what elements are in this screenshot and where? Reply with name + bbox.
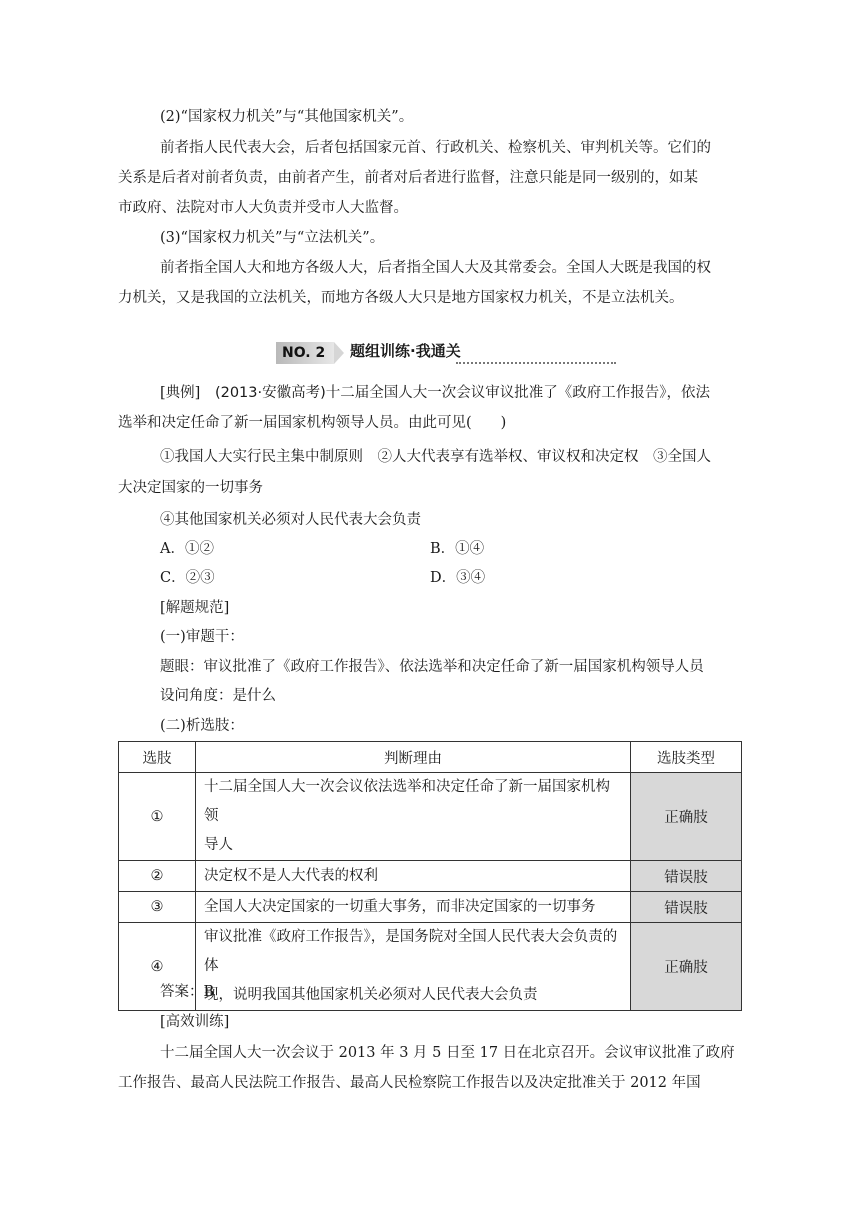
- table-cell-num: ①: [119, 773, 196, 861]
- table-cell-num: ④: [119, 923, 196, 1011]
- example-items-2: 大决定国家的一切事务: [118, 480, 263, 496]
- section-badge-arrow: [334, 342, 344, 364]
- table-cell-num: ③: [119, 892, 196, 923]
- practice-body-2: 工作报告、最高人民法院工作报告、最高人民检察院工作报告以及决定批准关于 2012 年国: [118, 1075, 701, 1091]
- section-title: 题组训练·我通关: [350, 342, 461, 360]
- solution-step-1: (一)审题干：: [160, 629, 244, 645]
- analysis-table: [118, 741, 742, 1011]
- reason-line: 现，说明我国其他国家机关必须对人民代表大会负责: [204, 987, 538, 1003]
- example-line-1: [160, 381, 710, 402]
- example-source: (2013·安徽高考): [214, 385, 326, 401]
- option-b: B．①④: [430, 541, 485, 557]
- p3-body-line-2: 力机关，又是我国的立法机关，而地方各级人大只是地方国家权力机关，不是立法机关。: [118, 290, 684, 306]
- section-dotted-rule: [456, 356, 616, 364]
- solution-step-2: (二)析选肢：: [160, 718, 244, 734]
- example-items-3: ④其他国家机关必须对人民代表大会负责: [160, 512, 421, 528]
- table-row: [119, 892, 742, 923]
- table-header-choice: 选肢: [119, 742, 196, 773]
- p3-body-line-1: 前者指全国人大和地方各级人大，后者指全国人大及其常委会。全国人大既是我国的权: [160, 260, 711, 276]
- p2-body-line-2: 关系是后者对前者负责，由前者产生，前者对后者进行监督，注意只能是同一级别的，如某: [118, 170, 698, 186]
- practice-body-1: 十二届全国人大一次会议于 2013 年 3 月 5 日至 17 日在北京召开。会议审议批准了政府: [160, 1045, 735, 1061]
- table-row: [119, 861, 742, 892]
- p2-body-line-3: 市政府、法院对市人大负责并受市人大监督。: [118, 200, 408, 216]
- table-header-reason: 判断理由: [196, 742, 631, 773]
- table-cell-type: 正确肢: [631, 773, 742, 861]
- reason-line: 导人: [204, 837, 233, 853]
- answer: 答案：B: [160, 984, 215, 1000]
- table-row: [119, 773, 742, 861]
- example-stem-2: 选举和决定任命了新一届国家机构领导人员。由此可见( ): [118, 415, 507, 431]
- example-stem-1: 十二届全国人大一次会议审议批准了《政府工作报告》，依法: [325, 385, 711, 401]
- option-d: D．③④: [430, 570, 486, 586]
- solution-heading: [解题规范]: [160, 600, 230, 616]
- table-cell-type: 错误肢: [631, 861, 742, 892]
- table-cell-reason: [196, 773, 631, 861]
- solution-key-eye: 题眼：审议批准了《政府工作报告》、依法选举和决定任命了新一届国家机构领导人员: [160, 659, 704, 675]
- section-badge: NO. 2: [276, 342, 334, 364]
- table-header-type: 选肢类型: [631, 742, 742, 773]
- table-cell-type: 错误肢: [631, 892, 742, 923]
- option-c: C．②③: [160, 570, 215, 586]
- p3-heading: (3)“国家权力机关”与“立法机关”。: [160, 230, 385, 246]
- table-cell-num: ②: [119, 861, 196, 892]
- p2-body-line-1: 前者指人民代表大会，后者包括国家元首、行政机关、检察机关、审判机关等。它们的: [160, 140, 711, 156]
- example-items-1: ①我国人大实行民主集中制原则 ②人大代表享有选举权、审议权和决定权 ③全国人: [160, 449, 711, 465]
- option-a: A．①②: [160, 541, 214, 557]
- table-cell-type: 正确肢: [631, 923, 742, 1011]
- table-cell-reason: 决定权不是人大代表的权利: [196, 861, 631, 892]
- practice-heading: [高效训练]: [160, 1014, 230, 1030]
- reason-line: 十二届全国人大一次会议依法选举和决定任命了新一届国家机构领: [204, 779, 610, 824]
- reason-line: 审议批准《政府工作报告》，是国务院对全国人民代表大会负责的体: [204, 929, 618, 974]
- example-tag: [典例]: [160, 385, 201, 401]
- table-cell-reason: [196, 923, 631, 1011]
- table-cell-reason: 全国人大决定国家的一切重大事务，而非决定国家的一切事务: [196, 892, 631, 923]
- solution-angle: 设问角度：是什么: [160, 688, 276, 704]
- p2-heading: (2)“国家权力机关”与“其他国家机关”。: [160, 109, 414, 125]
- table-header-row: [119, 742, 742, 773]
